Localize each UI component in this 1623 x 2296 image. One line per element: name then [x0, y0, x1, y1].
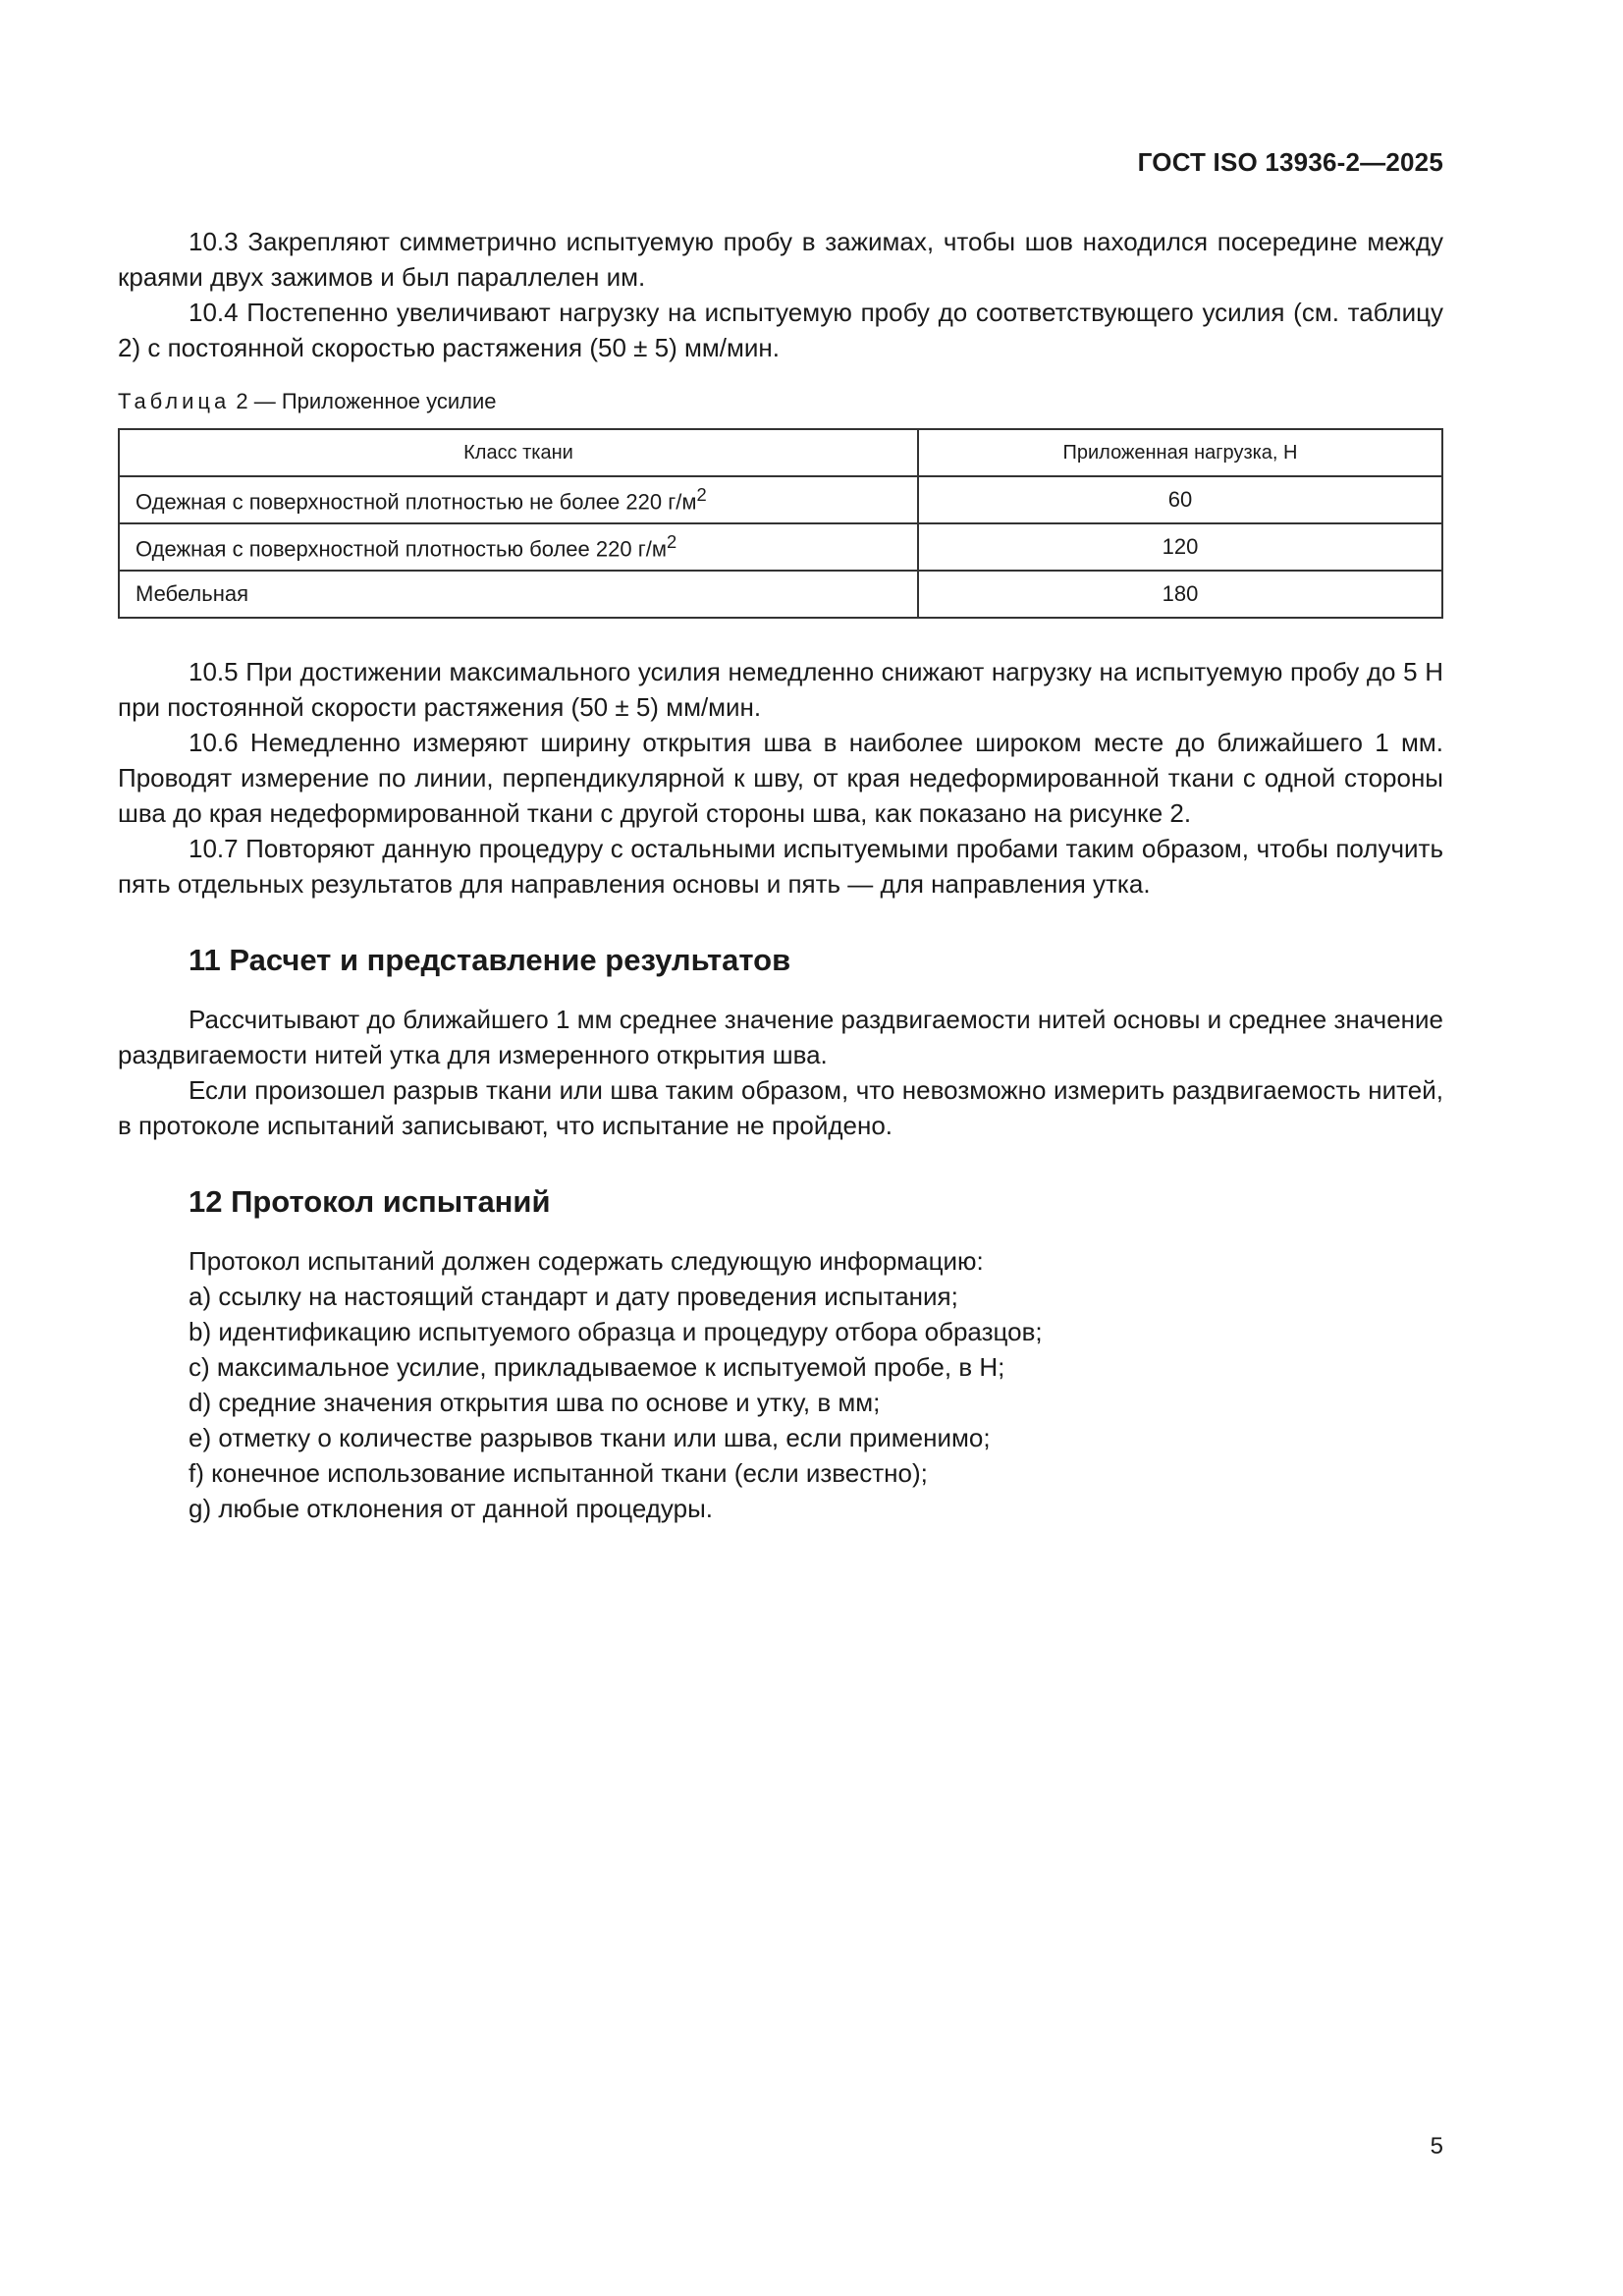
fabric-class-text: Одежная с поверхностной плотностью более 220 г/м: [135, 536, 667, 562]
section-11-heading: 11 Расчет и представление результатов: [189, 943, 791, 977]
header-applied-load: Приложенная нагрузка, Н: [918, 429, 1442, 476]
applied-load-cell: 60: [918, 476, 1442, 523]
fabric-class-text: Одежная с поверхностной плотностью не более 220 г/м: [135, 489, 697, 515]
section-12-intro: Протокол испытаний должен содержать следующую информацию:: [189, 1246, 984, 1276]
section-11-paragraph: Если произошел разрыв ткани или шва таким образом, что невозможно измерить раздвигаемость нитей, в протоколе испытаний записывают, что испытание не пройдено.: [118, 1075, 1443, 1140]
page-number: 5: [1430, 2133, 1443, 2159]
paragraphs-after-table: [118, 654, 1443, 902]
list-item: g) любые отклонения от данной процедуры.: [189, 1494, 713, 1523]
section-12-heading: 12 Протокол испытаний: [189, 1184, 551, 1219]
superscript: 2: [696, 484, 707, 506]
fabric-class-text: Мебельная: [135, 581, 249, 606]
table-header-row: [119, 429, 1442, 476]
paragraph-10-3: 10.3 Закрепляют симметрично испытуемую пробу в зажимах, чтобы шов находился посередине между краями двух зажимов и был параллелен им.: [118, 227, 1443, 292]
list-item: e) отметку о количестве разрывов ткани или шва, если применимо;: [189, 1423, 991, 1452]
table-caption-text: 2 — Приложенное усилие: [230, 389, 497, 413]
fabric-class-cell: [119, 476, 918, 523]
document-id-header: ГОСТ ISO 13936-2—2025: [1137, 147, 1443, 177]
list-item: d) средние значения открытия шва по основе и утку, в мм;: [189, 1388, 881, 1417]
table-row: [119, 571, 1442, 618]
applied-force-table: [118, 428, 1443, 619]
table-caption: [118, 387, 1443, 416]
list-item: f) конечное использование испытанной ткани (если известно);: [189, 1458, 928, 1488]
paragraph-10-7: 10.7 Повторяют данную процедуру с остальными испытуемыми пробами таким образом, чтобы получить пять отдельных результатов для направления основы и пять — для направления утка.: [118, 834, 1443, 899]
section-11-paragraph: Рассчитывают до ближайшего 1 мм среднее значение раздвигаемости нитей основы и среднее значение раздвигаемости нитей утка для измеренного открытия шва.: [118, 1005, 1443, 1069]
table-row: [119, 476, 1442, 523]
applied-load-cell: 120: [918, 523, 1442, 571]
list-item: c) максимальное усилие, прикладываемое к испытуемой пробе, в Н;: [189, 1352, 1005, 1382]
table-caption-label: Таблица: [118, 389, 231, 413]
superscript: 2: [666, 531, 677, 553]
fabric-class-cell: [119, 523, 918, 571]
protocol-items-list: [118, 1279, 1443, 1526]
paragraph-10-6: 10.6 Немедленно измеряют ширину открытия шва в наиболее широком месте до ближайшего 1 мм. Проводят измерение по линии, перпендикулярной к шву, от края недеформированной ткани с одной стороны шва до края недеформированной ткани с другой стороны шва, как показано на рисунке 2.: [118, 728, 1443, 828]
list-item: b) идентификацию испытуемого образца и процедуру отбора образцов;: [189, 1317, 1043, 1346]
fabric-class-cell: [119, 571, 918, 618]
paragraph-10-5: 10.5 При достижении максимального усилия немедленно снижают нагрузку на испытуемую пробу до 5 Н при постоянной скорости растяжения (50 ± 5) мм/мин.: [118, 657, 1443, 722]
paragraph-10-4: 10.4 Постепенно увеличивают нагрузку на испытуемую пробу до соответствующего усилия (см. таблицу 2) с постоянной скоростью растяжения (50 ± 5) мм/мин.: [118, 298, 1443, 362]
applied-load-cell: 180: [918, 571, 1442, 618]
header-fabric-class: Класс ткани: [119, 429, 918, 476]
list-item: a) ссылку на настоящий стандарт и дату проведения испытания;: [189, 1282, 958, 1311]
page-content: [118, 224, 1443, 1526]
table-row: [119, 523, 1442, 571]
